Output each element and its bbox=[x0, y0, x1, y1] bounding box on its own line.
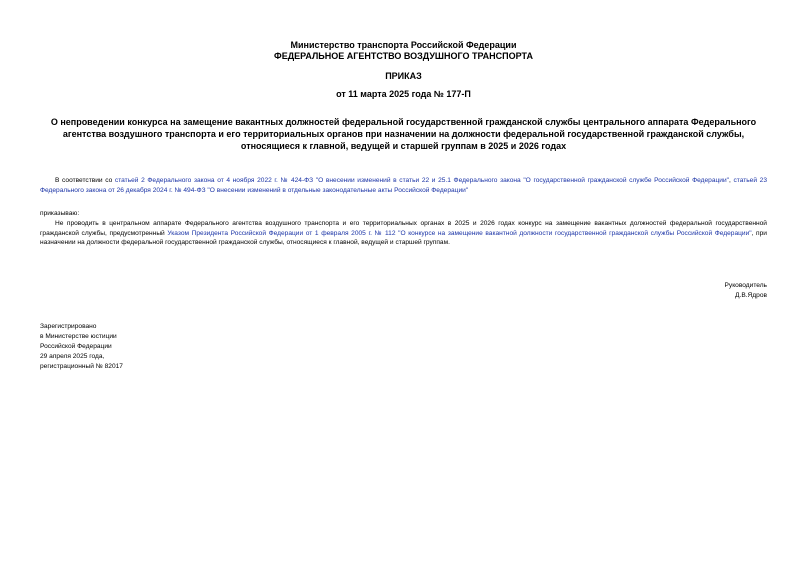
document-title bbox=[48, 116, 759, 152]
signature-block bbox=[567, 281, 767, 301]
preamble-text: В соответствии со bbox=[55, 177, 115, 184]
document-date-number: от 11 марта 2025 года № 177-П bbox=[336, 89, 471, 99]
registration-line: в Министерстве юстиции bbox=[40, 333, 117, 340]
signatory-position: Руководитель bbox=[724, 282, 767, 289]
body-text-suffix: , при назначении на должности федеральной государственной гражданской службы, относящиеся к главной, ведущей и старшей группам. bbox=[40, 229, 767, 246]
registration-line: 29 апреля 2025 года, bbox=[40, 353, 105, 360]
body-text: Не проводить в центральном аппарате Федерального агентства воздушного транспорта и его территориальных органах в 2025 и 2026 годах конкурс на замещение вакантных должностей федеральной государственной гражданской службы, предусмотренный bbox=[40, 220, 767, 237]
registration-line: регистрационный № 82017 bbox=[40, 363, 123, 370]
title-line: относящиеся к главной, ведущей и старшей группам в 2025 и 2026 годах bbox=[240, 141, 567, 151]
registration-line: Зарегистрировано bbox=[40, 323, 97, 330]
preamble-paragraph bbox=[40, 176, 767, 195]
registration-line: Российской Федерации bbox=[40, 343, 112, 350]
body-paragraph bbox=[40, 219, 767, 248]
agency-name: ФЕДЕРАЛЬНОЕ АГЕНТСТВО ВОЗДУШНОГО ТРАНСПОРТА bbox=[274, 51, 533, 61]
order-word: приказываю: bbox=[40, 210, 80, 217]
ministry-name: Министерство транспорта Российской Федерации bbox=[290, 40, 517, 50]
title-line: О непроведении конкурса на замещение вакантных должностей федеральной государственной гражданской службы центрального аппарата Федерального bbox=[50, 117, 757, 127]
law-424-link[interactable]: статьей 2 Федерального закона от 4 ноября 2022 г. № 424-ФЗ "О внесении изменений в статьи 22 и 25.1 Федерального закона "О государственной гражданской службе Российской Федерации" bbox=[114, 177, 729, 184]
law-494-link[interactable]: статьей 23 Федерального закона от 26 декабря 2024 г. № 494-ФЗ "О внесении изменений в отдельные законодательные акты Российской Федерации" bbox=[40, 177, 767, 194]
document-type: ПРИКАЗ bbox=[385, 71, 422, 81]
title-line: агентства воздушного транспорта и его территориальных органов при назначении на должности федеральной государственной гражданской службы, bbox=[62, 129, 745, 139]
preamble-separator: , bbox=[728, 177, 734, 184]
registration-block bbox=[40, 322, 240, 372]
signatory-name: Д.В.Ядров bbox=[735, 292, 767, 299]
decree-112-link[interactable]: Указом Президента Российской Федерации от 1 февраля 2005 г. № 112 "О конкурсе на замещение вакантной должности государственной гражданской службы Российской Федерации" bbox=[167, 229, 752, 237]
